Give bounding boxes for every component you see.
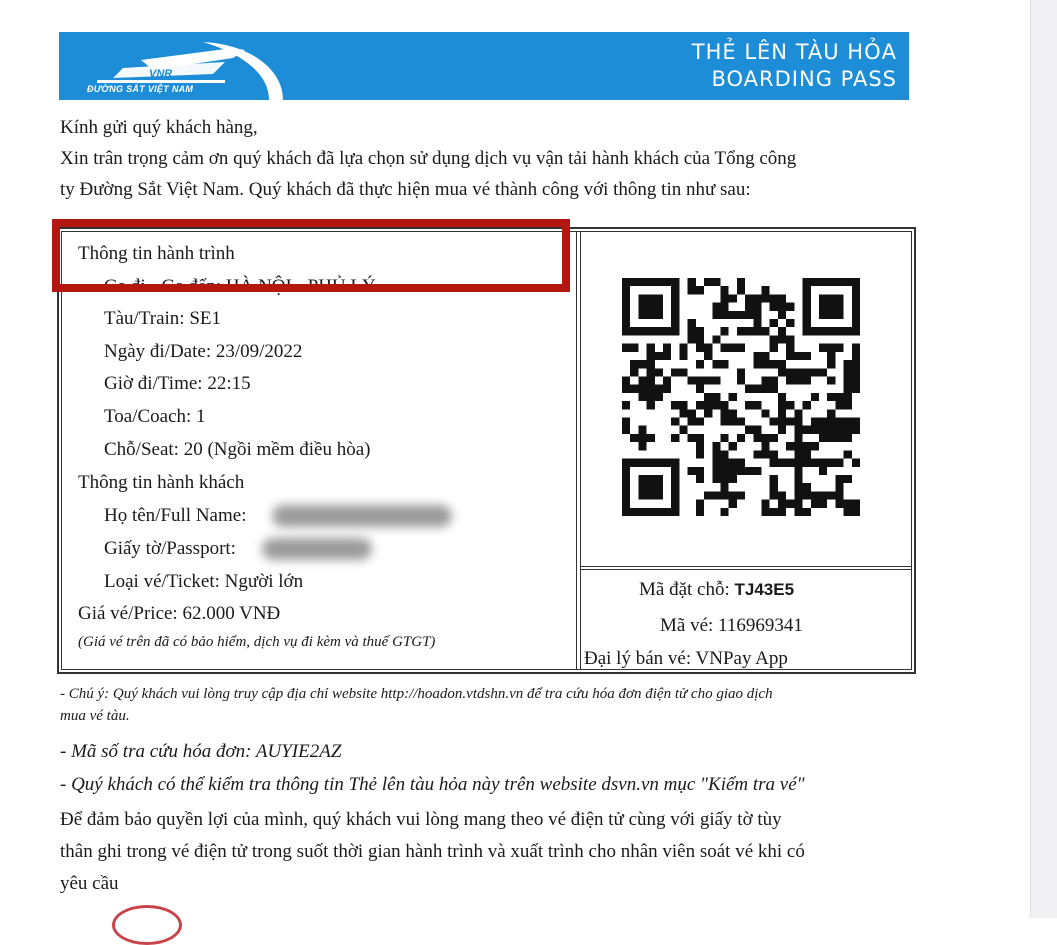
boarding-pass-header [59, 32, 909, 100]
logo-mark: VNR [149, 68, 173, 80]
qr-code-icon [622, 278, 860, 516]
website-note-line-1: - Chú ý: Quý khách vui lòng truy cập địa chỉ website http://hoadon.vtdshn.vn để tra cứu hóa đơn điện tử cho giao dịch [60, 686, 773, 702]
title-english: BOARDING PASS [711, 67, 897, 91]
website-note-line-2: mua vé tàu. [60, 708, 130, 724]
price: Giá vé/Price: 62.000 VNĐ [78, 603, 281, 624]
rights-note [60, 804, 940, 900]
page-title [692, 39, 897, 93]
intro-paragraph [60, 112, 920, 205]
full-name-label: Họ tên/Full Name: [104, 505, 247, 526]
greeting: Kính gửi quý khách hàng, [60, 117, 258, 138]
redacted-name [272, 505, 452, 527]
ticket-number: Mã vé: 116969341 [660, 615, 803, 636]
redacted-passport [262, 538, 372, 560]
route: Ga đi - Ga đến: HÀ NỘI - PHỦ LÝ [104, 276, 376, 297]
booking-code-value: TJ43E5 [734, 580, 795, 599]
intro-line-2: ty Đường Sắt Việt Nam. Quý khách đã thực hiện mua vé thành công với thông tin như sau: [60, 179, 751, 200]
booking-code [639, 578, 794, 602]
rights-line-2: thân ghi trong vé điện tử trong suốt thời gian hành trình và xuất trình cho nhân viên soát vé khi có [60, 841, 805, 862]
seat: Chỗ/Seat: 20 (Ngồi mềm điều hòa) [104, 439, 371, 460]
rights-line-3: yêu cầu [60, 873, 119, 894]
stamp-edge [112, 905, 182, 945]
logo-caption: ĐƯỜNG SẮT VIỆT NAM [87, 84, 194, 94]
coach: Toa/Coach: 1 [104, 406, 206, 427]
departure-date: Ngày đi/Date: 23/09/2022 [104, 341, 303, 362]
ticket-column-divider [576, 232, 581, 669]
price-note: (Giá vé trên đã có bảo hiểm, dịch vụ đi kèm và thuế GTGT) [78, 634, 436, 650]
train: Tàu/Train: SE1 [104, 308, 221, 329]
highlight-box [52, 219, 570, 292]
rights-line-1: Để đảm bảo quyền lợi của mình, quý khách vui lòng mang theo vé điện tử cùng với giấy tờ tùy [60, 809, 782, 830]
invoice-code: - Mã số tra cứu hóa đơn: AUYIE2AZ [60, 741, 342, 762]
journey-heading: Thông tin hành trình [78, 243, 235, 264]
check-ticket-note: - Quý khách có thể kiểm tra thông tin Thẻ lên tàu hỏa này trên website dsvn.vn mục "Kiểm tra vé" [60, 774, 805, 795]
ticket-qr-divider [581, 566, 911, 570]
ticket-type: Loại vé/Ticket: Người lớn [104, 571, 304, 592]
passenger-heading: Thông tin hành khách [78, 472, 245, 493]
booking-code-label: Mã đặt chỗ: [639, 579, 730, 600]
passport-label: Giấy tờ/Passport: [104, 538, 236, 559]
title-vietnamese: THẺ LÊN TÀU HỎA [691, 40, 897, 64]
departure-time: Giờ đi/Time: 22:15 [104, 373, 251, 394]
website-note [60, 683, 940, 727]
page-margin [1030, 0, 1057, 918]
intro-line-1: Xin trân trọng cảm ơn quý khách đã lựa chọn sử dụng dịch vụ vận tải hành khách của Tổng công [60, 148, 797, 169]
sales-agent: Đại lý bán vé: VNPay App [584, 648, 788, 669]
